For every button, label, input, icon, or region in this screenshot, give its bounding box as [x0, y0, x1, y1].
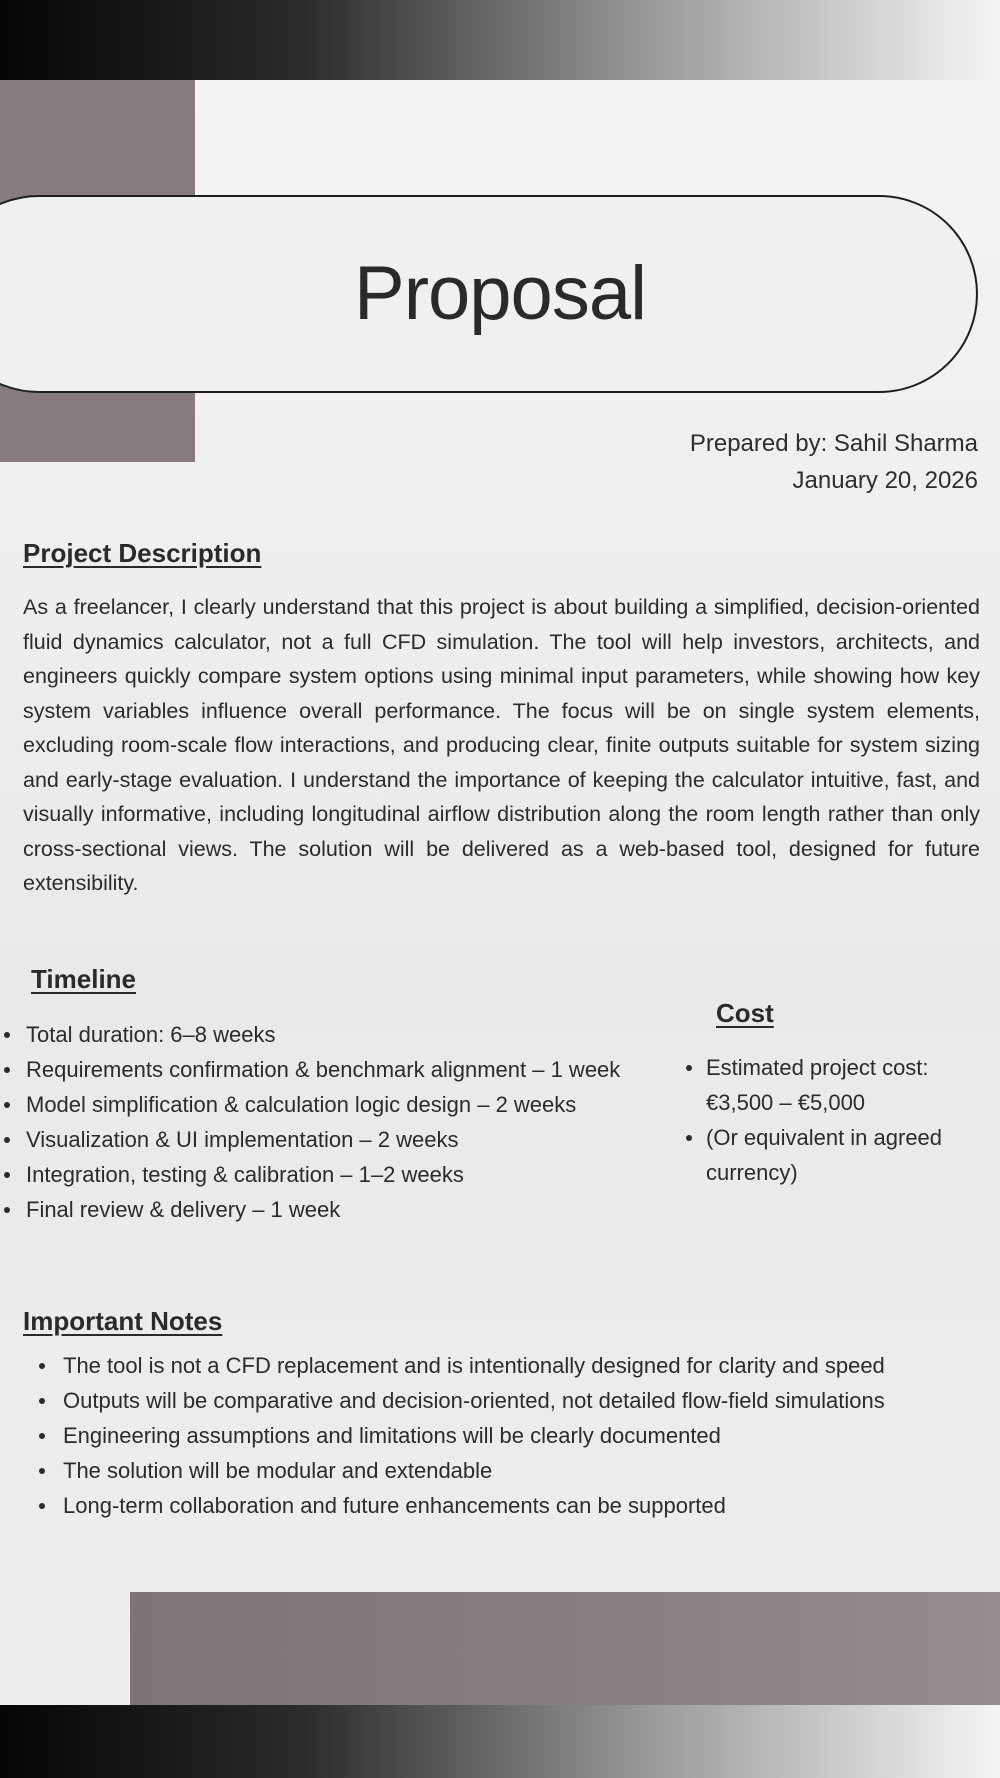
document-title: Proposal	[354, 251, 646, 336]
note-item: The solution will be modular and extendable	[63, 1453, 885, 1488]
top-gradient-band	[0, 0, 1000, 80]
project-description-body: As a freelancer, I clearly understand that this project is about building a simplified, decision-oriented fluid dynamics calculator, not a full CFD simulation. The tool will help investors, architects, and engineers quickly compare system options using minimal input parameters, while showing how key system variables influence overall performance. The focus will be on single system elements, excluding room-scale flow interactions, and producing clear, finite outputs suitable for system sizing and early-stage evaluation. I understand the importance of keeping the calculator intuitive, fast, and visually informative, including longitudinal airflow distribution along the room length rather than only cross-sectional views. The solution will be delivered as a web-based tool, designed for future extensibility.	[23, 595, 980, 895]
prepared-by-block	[690, 425, 978, 499]
cost-item: (Or equivalent in agreed currency)	[706, 1120, 986, 1190]
timeline-item: Integration, testing & calibration – 1–2 weeks	[26, 1157, 620, 1192]
timeline-item: Requirements confirmation & benchmark alignment – 1 week	[26, 1052, 620, 1087]
cost-item: Estimated project cost: €3,500 – €5,000	[706, 1050, 986, 1120]
note-item: Engineering assumptions and limitations will be clearly documented	[63, 1418, 885, 1453]
note-item: Long-term collaboration and future enhancements can be supported	[63, 1488, 885, 1523]
proposal-page	[0, 80, 1000, 1705]
timeline-item: Total duration: 6–8 weeks	[26, 1017, 620, 1052]
timeline-item: Model simplification & calculation logic design – 2 weeks	[26, 1087, 620, 1122]
important-notes-heading: Important Notes	[23, 1306, 223, 1336]
note-item: The tool is not a CFD replacement and is intentionally designed for clarity and speed	[63, 1348, 885, 1383]
cost-heading: Cost	[716, 998, 774, 1028]
cost-list	[706, 1050, 986, 1190]
timeline-heading: Timeline	[31, 964, 137, 994]
bottom-gradient-band	[0, 1705, 1000, 1778]
project-description-heading: Project Description	[23, 538, 262, 568]
prepared-by-text: Prepared by: Sahil Sharma	[689, 430, 978, 457]
note-item: Outputs will be comparative and decision-oriented, not detailed flow-field simulations	[63, 1383, 885, 1418]
timeline-item: Visualization & UI implementation – 2 weeks	[26, 1122, 620, 1157]
document-date: January 20, 2026	[792, 467, 978, 494]
timeline-list	[26, 1017, 620, 1227]
important-notes-list	[63, 1348, 885, 1523]
timeline-item: Final review & delivery – 1 week	[26, 1192, 620, 1227]
bottom-accent-block	[130, 1592, 1000, 1705]
